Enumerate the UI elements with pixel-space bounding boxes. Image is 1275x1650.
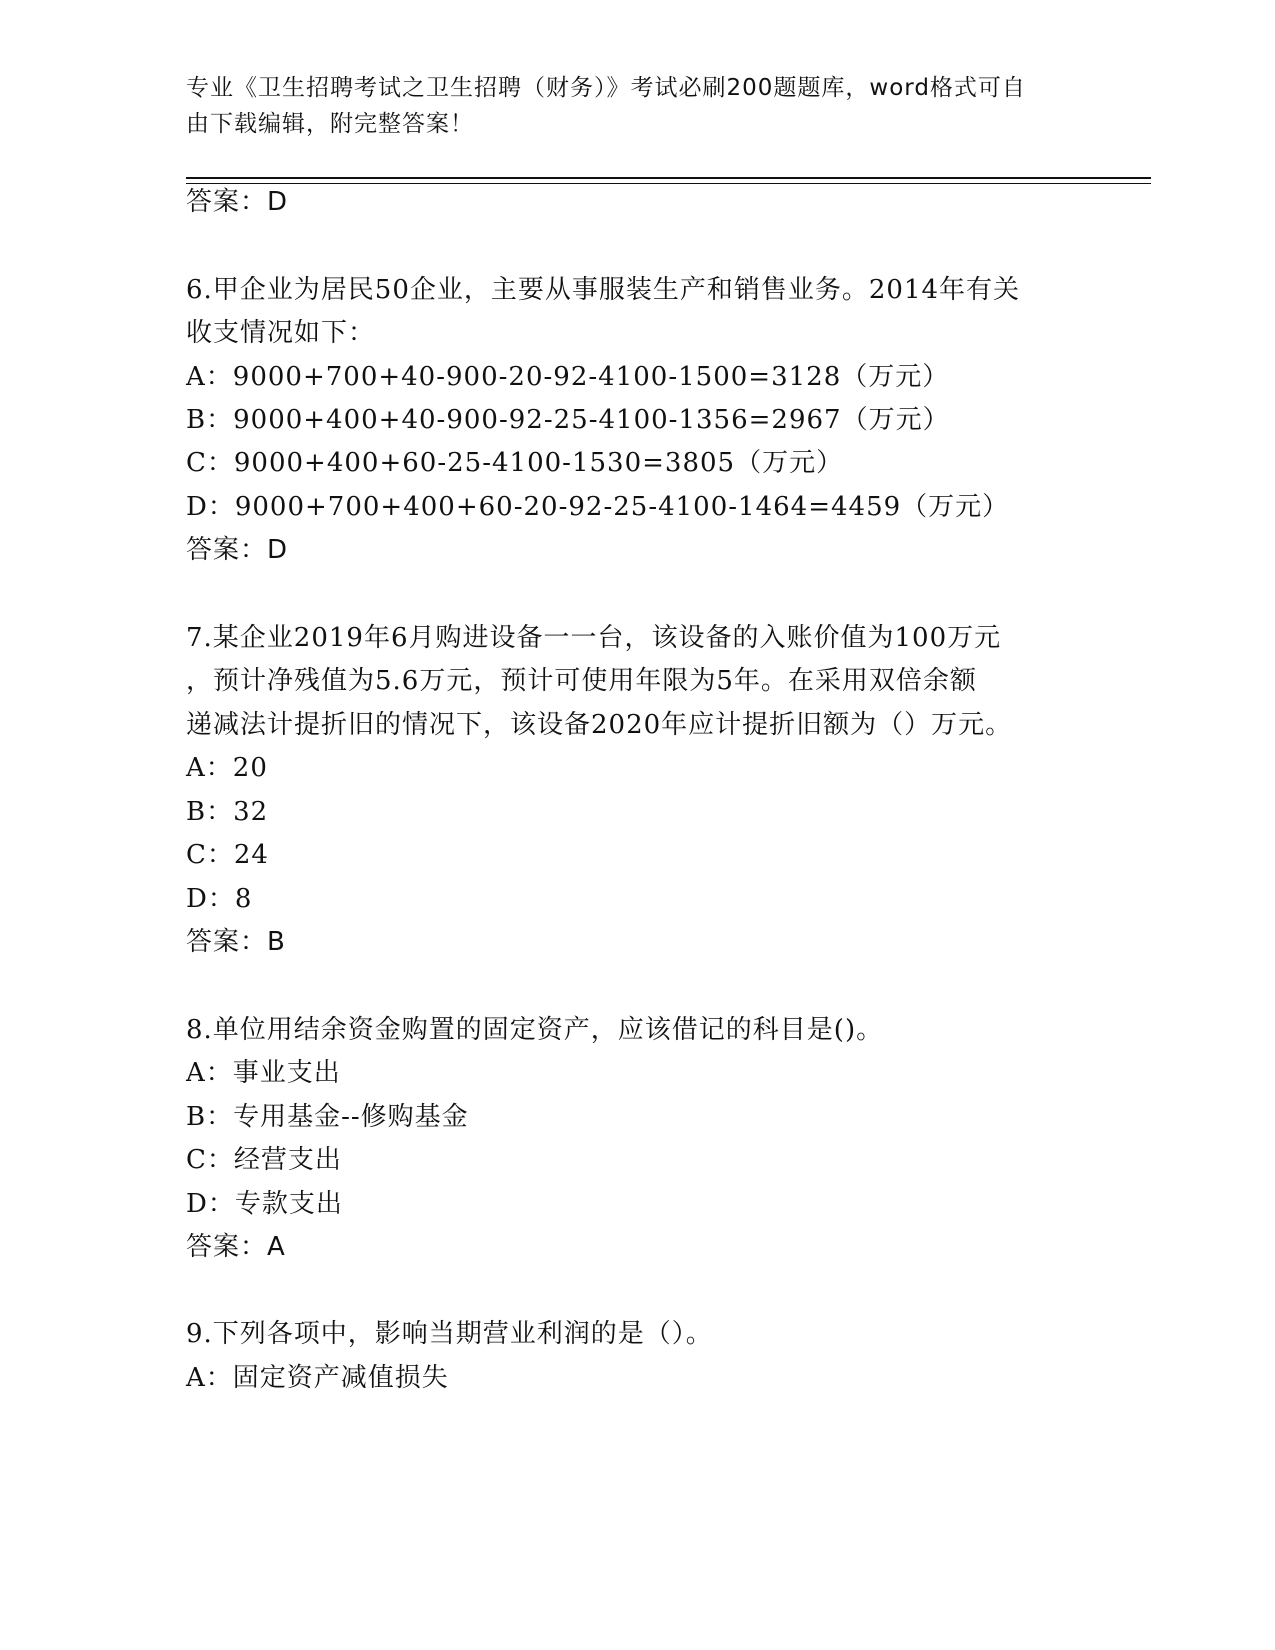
question-8-option-a: A：事业支出 [186,1058,341,1088]
question-8-stem-line-1: 8.单位用结余资金购置的固定资产，应该借记的科目是()。 [186,1015,884,1045]
question-7-option-d: D：8 [186,884,253,914]
question-6-option-c: C：9000+400+60-25-4100-1530=3805（万元） [186,448,844,478]
question-7-option-a: A：20 [186,753,268,783]
question-7-option-c: C：24 [186,840,269,870]
question-7-answer: 答案：B [186,927,286,957]
question-7-stem-line-3: 递减法计提折旧的情况下，该设备2020年应计提折旧额为（）万元。 [186,710,1013,740]
question-list [186,0,1076,1650]
question-6-option-b: B：9000+400+40-900-92-25-4100-1356=2967（万元） [186,405,950,435]
question-9-stem-line-1: 9.下列各项中，影响当期营业利润的是（）。 [186,1319,713,1349]
previous-answer: 答案：D [186,187,289,217]
question-7-stem-line-1: 7.某企业2019年6月购进设备一一台，该设备的入账价值为100万元 [186,623,1002,653]
question-7-option-b: B：32 [186,797,269,827]
question-6-answer: 答案：D [186,535,289,565]
question-7-stem-line-2: ，预计净残值为5.6万元，预计可使用年限为5年。在采用双倍余额 [186,666,977,696]
question-6-option-d: D：9000+700+400+60-20-92-25-4100-1464=4459（万元） [186,492,1010,522]
question-9-option-a: A：固定资产减值损失 [186,1363,449,1393]
question-6-stem-line-2: 收支情况如下： [186,318,376,348]
header-line-2: 由下载编辑，附完整答案！ [186,111,474,137]
question-6-option-a: A：9000+700+40-900-20-92-4100-1500=3128（万元） [186,362,950,392]
question-8-answer: 答案：A [186,1232,286,1262]
question-8-option-b: B：专用基金--修购基金 [186,1102,469,1132]
question-8-option-d: D：专款支出 [186,1189,343,1219]
question-6-stem-line-1: 6.甲企业为居民50企业，主要从事服装生产和销售业务。2014年有关 [186,275,1021,305]
question-8-option-c: C：经营支出 [186,1145,342,1175]
header-line-1: 专业《卫生招聘考试之卫生招聘（财务）》考试必刷200题题库，word格式可自 [186,75,1026,101]
